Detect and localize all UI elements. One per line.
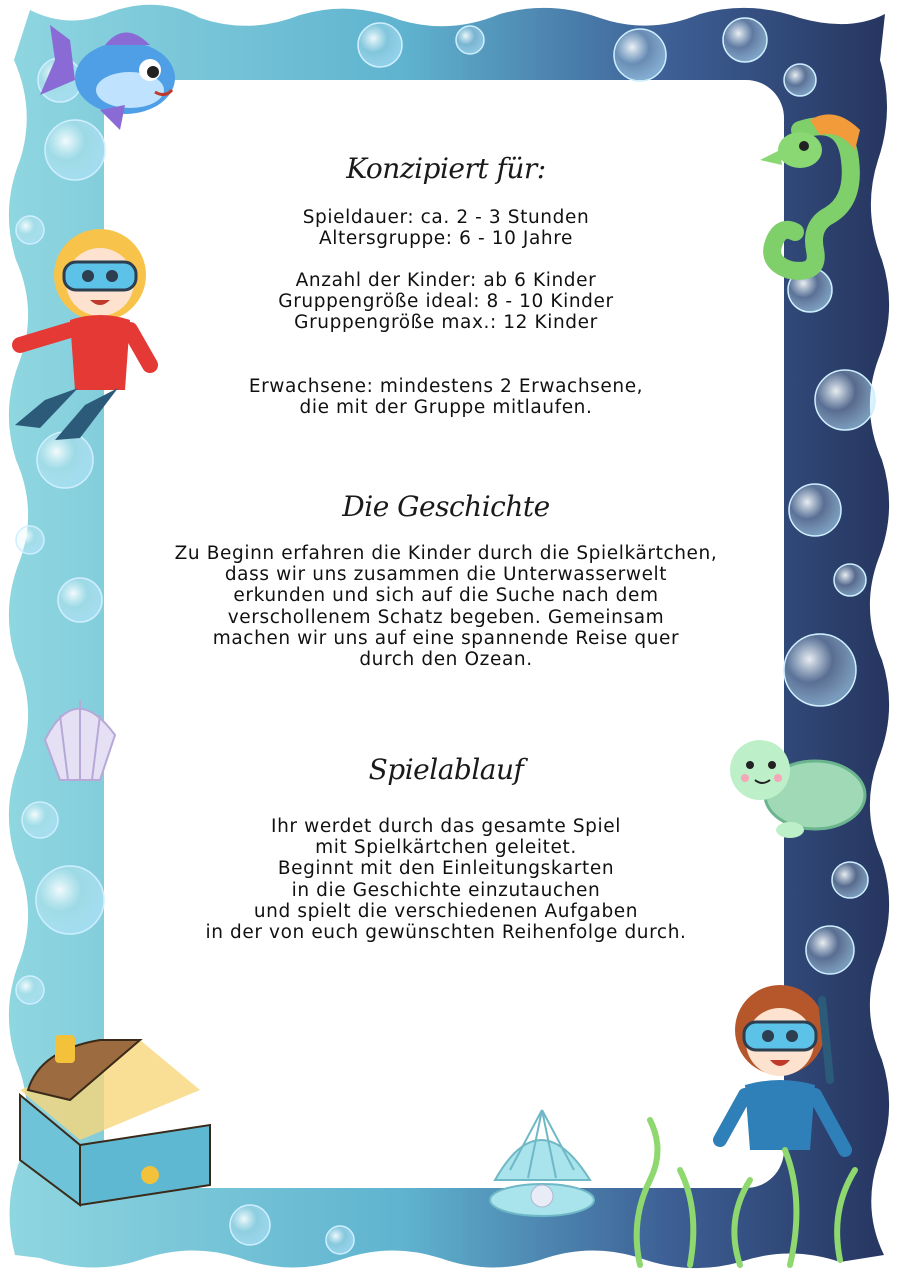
text-line: Erwachsene: mindestens 2 Erwachsene, <box>248 376 644 397</box>
heading-gameplay: Spielablauf <box>368 753 524 786</box>
text-line: mit Spielkärtchen geleitet. <box>315 837 577 859</box>
text-line: dass wir uns zusammen die Unterwasserwelt <box>224 564 668 586</box>
content-area <box>110 80 782 1190</box>
text-line: erkunden und sich auf die Suche nach dem <box>233 585 659 607</box>
text-line: Altersgruppe: 6 - 10 Jahre <box>318 228 574 250</box>
text-line: Beginnt mit den Einleitungskarten <box>277 858 615 880</box>
text-line: Spieldauer: ca. 2 - 3 Stunden <box>302 207 590 228</box>
text-line: verschollenem Schatz begeben. Gemeinsam <box>227 606 665 628</box>
designed-for-block-2 <box>110 270 782 334</box>
text-line: Gruppengröße max.: 12 Kinder <box>294 312 598 334</box>
heading-designed-for: Konzipiert für: <box>346 152 546 185</box>
text-line: Anzahl der Kinder: ab 6 Kinder <box>295 270 597 291</box>
story-text <box>110 543 782 670</box>
text-line: Zu Beginn erfahren die Kinder durch die Spielkärtchen, <box>174 543 718 564</box>
designed-for-block-3 <box>110 376 782 418</box>
heading-story: Die Geschichte <box>342 490 550 523</box>
text-line: durch den Ozean. <box>359 649 533 671</box>
text-line: die mit der Gruppe mitlaufen. <box>299 397 593 419</box>
text-line: in die Geschichte einzutauchen <box>291 879 601 901</box>
text-line: Ihr werdet durch das gesamte Spiel <box>271 816 621 837</box>
text-line: in der von euch gewünschten Reihenfolge durch. <box>205 922 687 944</box>
text-line: Gruppengröße ideal: 8 - 10 Kinder <box>278 291 614 313</box>
designed-for-block-1 <box>110 207 782 249</box>
text-line: machen wir uns auf eine spannende Reise quer <box>212 627 680 649</box>
gameplay-text <box>110 816 782 943</box>
text-line: und spielt die verschiedenen Aufgaben <box>253 900 639 922</box>
